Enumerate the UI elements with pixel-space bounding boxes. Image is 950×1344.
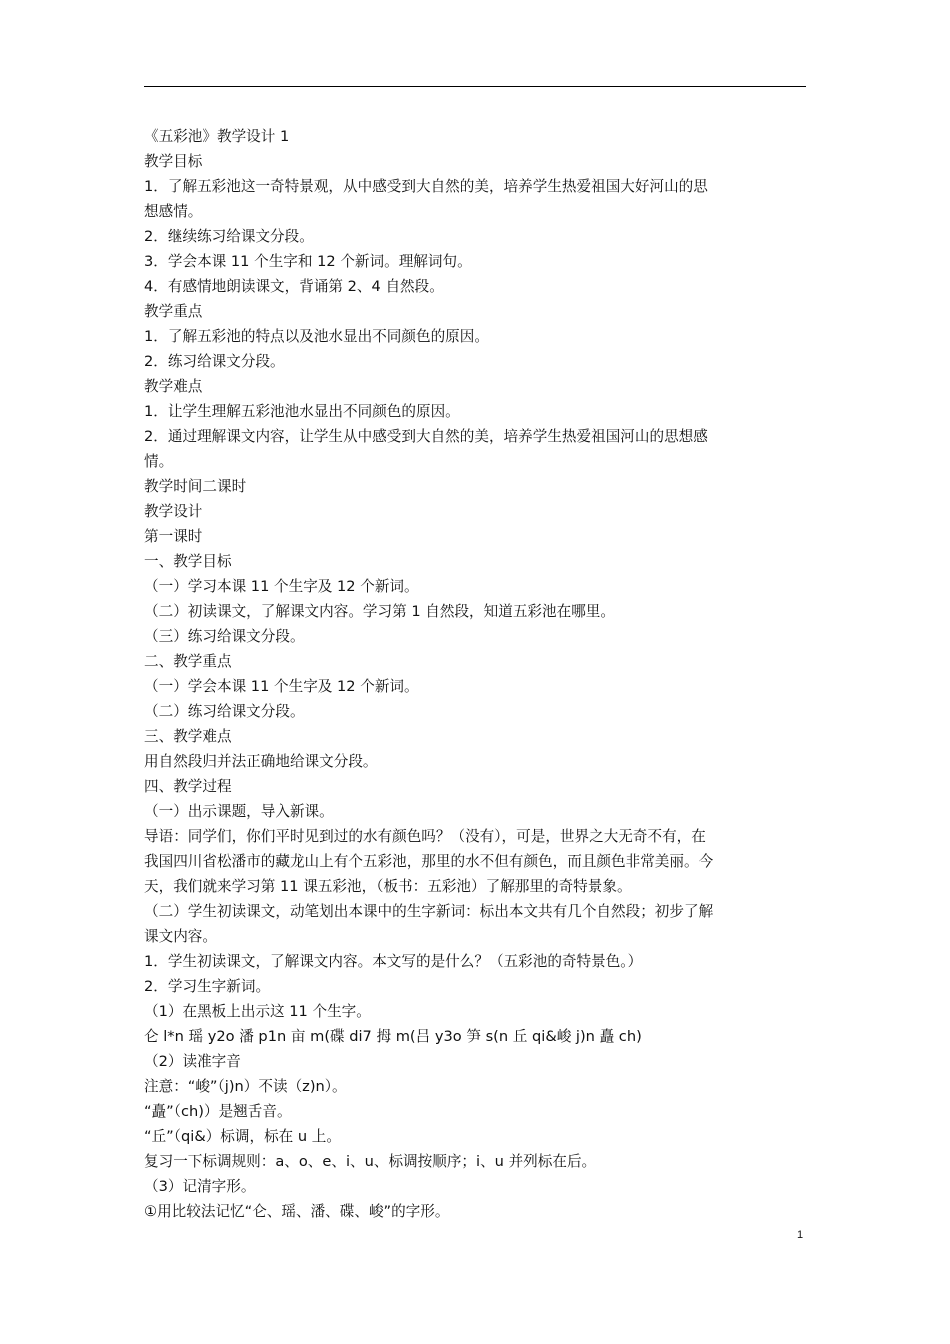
text-line: 一、教学目标 (144, 553, 232, 570)
document-body (144, 124, 808, 1224)
text-line: 天，我们就来学习第 11 课五彩池，（板书：五彩池）了解那里的奇特景象。 (144, 878, 632, 895)
text-line: （1）在黑板上出示这 11 个生字。 (144, 1003, 371, 1020)
text-line: “丘”（qi&）标调，标在 u 上。 (144, 1128, 341, 1145)
text-line: 复习一下标调规则：a、o、e、i、u、标调按顺序；i、u 并列标在后。 (144, 1153, 597, 1170)
text-line: 1．了解五彩池的特点以及池水显出不同颜色的原因。 (144, 328, 489, 345)
text-line: （2）读准字音 (144, 1053, 241, 1070)
text-line: 三、教学难点 (144, 728, 232, 745)
text-line: 教学重点 (144, 303, 203, 320)
text-line: 教学难点 (144, 378, 203, 395)
text-line: 二、教学重点 (144, 653, 232, 670)
text-line: 教学目标 (144, 153, 203, 170)
text-line: 课文内容。 (144, 928, 217, 945)
text-line: 1．学生初读课文，了解课文内容。本文写的是什么？（五彩池的奇特景色。） (144, 953, 643, 970)
text-line: 2．学习生字新词。 (144, 978, 271, 995)
text-line: 用自然段归并法正确地给课文分段。 (144, 753, 378, 770)
header-rule (144, 86, 806, 87)
text-line: （3）记清字形。 (144, 1178, 256, 1195)
page-number: 1 (797, 1229, 804, 1241)
text-line: （一）学会本课 11 个生字及 12 个新词。 (144, 678, 419, 695)
text-line: 《五彩池》教学设计 1 (144, 128, 290, 145)
text-line: 3．学会本课 11 个生字和 12 个新词。理解词句。 (144, 253, 472, 270)
text-line: （一）学习本课 11 个生字及 12 个新词。 (144, 578, 419, 595)
text-line: 第一课时 (144, 528, 203, 545)
text-line: （二）学生初读课文，动笔划出本课中的生字新词：标出本文共有几个自然段；初步了解 (144, 903, 714, 920)
text-line: 1．让学生理解五彩池池水显出不同颜色的原因。 (144, 403, 460, 420)
text-line: ①用比较法记忆“仑、瑶、潘、碟、峻”的字形。 (144, 1203, 450, 1220)
text-line: 2．通过理解课文内容，让学生从中感受到大自然的美，培养学生热爱祖国河山的思想感 (144, 428, 708, 445)
text-line: 四、教学过程 (144, 778, 232, 795)
text-line: 1．了解五彩池这一奇特景观，从中感受到大自然的美，培养学生热爱祖国大好河山的思 (144, 178, 708, 195)
text-line: 2．继续练习给课文分段。 (144, 228, 314, 245)
text-line: （三）练习给课文分段。 (144, 628, 305, 645)
text-line: 2．练习给课文分段。 (144, 353, 285, 370)
text-line: 导语：同学们，你们平时见到过的水有颜色吗？（没有），可是，世界之大无奇不有，在 (144, 828, 706, 845)
text-line: 我国四川省松潘市的藏龙山上有个五彩池，那里的水不但有颜色，而且颜色非常美丽。今 (144, 853, 714, 870)
text-line: 情。 (144, 453, 174, 470)
text-line: 4．有感情地朗读课文，背诵第 2、4 自然段。 (144, 278, 444, 295)
text-line: 想感情。 (144, 203, 203, 220)
text-line: 仑 l*n 瑶 y2o 潘 p1n 亩 m(碟 di7 拇 m(吕 y3o 笋 s(n 丘 qi&峻 j)n 矗 ch) (144, 1028, 642, 1045)
text-line: （二）练习给课文分段。 (144, 703, 305, 720)
text-line: 教学时间二课时 (144, 478, 247, 495)
text-line: 注意：“峻”（j)n）不读（z)n）。 (144, 1078, 347, 1095)
text-line: （一）出示课题，导入新课。 (144, 803, 334, 820)
text-line: （二）初读课文，了解课文内容。学习第 1 自然段，知道五彩池在哪里。 (144, 603, 615, 620)
text-line: “矗”（ch)）是翘舌音。 (144, 1103, 292, 1120)
text-line: 教学设计 (144, 503, 203, 520)
